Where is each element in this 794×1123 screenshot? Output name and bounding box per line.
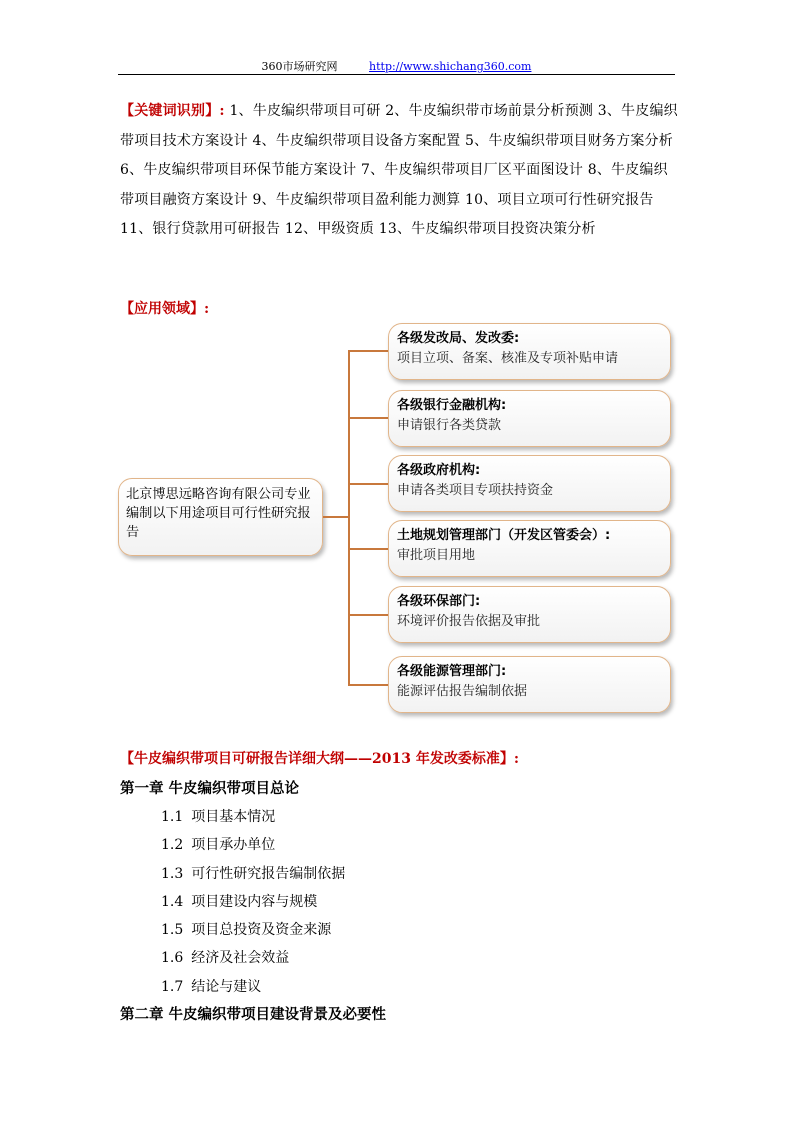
keywords-text: 1、牛皮编织带项目可研 2、牛皮编织带市场前景分析预测 3、牛皮编织带项目技术方案设计 4、牛皮编织带项目设备方案配置 5、牛皮编织带项目财务方案分析 6、牛皮编织带项目环保节能方案设计 7、牛皮编织带项目厂区平面图设计 8、牛皮编织带项目融资方案设计 9、牛皮编织带项目盈利能力测算 10、项目立项可行性研究报告 11、银行贷款用可研报告 12、甲级资质 13、牛皮编织带项目投资决策分析: [120, 103, 678, 237]
connector-branch-1: [348, 350, 388, 352]
outline-item: 1.7 结论与建议: [161, 978, 262, 995]
outline-title-text: 【牛皮编织带项目可研报告详细大纲——2013 年发改委标准】: [120, 751, 514, 767]
outline-item: 1.4 项目建设内容与规模: [161, 893, 318, 910]
outline-item: 1.3 可行性研究报告编制依据: [161, 865, 346, 882]
target-desc: 申请各类项目专项扶持资金: [397, 483, 554, 498]
target-box-ndrc: [388, 323, 671, 380]
target-box-government: [388, 455, 671, 512]
site-url-link[interactable]: http://www.shichang360.com: [369, 60, 532, 73]
target-desc: 审批项目用地: [397, 548, 476, 563]
target-desc: 项目立项、备案、核准及专项补贴申请: [397, 351, 619, 366]
outline-item: 1.2 项目承办单位: [161, 837, 276, 854]
target-desc: 环境评价报告依据及审批: [397, 614, 541, 629]
application-label-wrap: 【应用领域】:: [120, 301, 210, 317]
chapter-1-heading: 第一章 牛皮编织带项目总论: [120, 780, 300, 797]
target-title: 各级政府机构:: [397, 463, 481, 478]
connector-branch-4: [348, 548, 388, 550]
target-box-land: [388, 520, 671, 577]
target-box-energy: [388, 656, 671, 713]
target-title: 各级环保部门:: [397, 594, 481, 609]
target-desc: 申请银行各类贷款: [397, 418, 502, 433]
source-box: 北京博思远略咨询有限公司专业编制以下用途项目可行性研究报告: [118, 478, 323, 556]
connector-main: [323, 516, 349, 518]
target-title: 各级能源管理部门:: [397, 664, 507, 679]
target-title: 土地规划管理部门（开发区管委会）:: [397, 528, 611, 543]
outline-item: 1.6 经济及社会效益: [161, 950, 290, 967]
report-outline: [120, 748, 690, 1029]
application-label: 【应用领域】: [120, 301, 204, 317]
target-box-environment: [388, 586, 671, 643]
target-box-bank: [388, 390, 671, 447]
site-name: 360市场研究网: [261, 60, 338, 73]
outline-item: 1.5 项目总投资及资金来源: [161, 922, 332, 939]
connector-branch-5: [348, 614, 388, 616]
target-desc: 能源评估报告编制依据: [397, 684, 528, 699]
outline-item: 1.1 项目基本情况: [161, 809, 276, 825]
target-title: 各级发改局、发改委:: [397, 331, 520, 346]
page-header: [118, 58, 675, 75]
outline-title: 【牛皮编织带项目可研报告详细大纲——2013 年发改委标准】:: [120, 751, 520, 767]
connector-branch-2: [348, 417, 388, 419]
keywords-paragraph: 【关键词识别】: 1、牛皮编织带项目可研 2、牛皮编织带市场前景分析预测 3、牛皮编织带项目技术方案设计 4、牛皮编织带项目设备方案配置 5、牛皮编织带项目财务方案分析 6、牛皮编织带项目环保节能方案设计 7、牛皮编织带项目厂区平面图设计 8、牛皮编织带项目融资方案设计 9、牛皮编织带项目盈利能力测算 10、项目立项可行性研究报告 11、银行贷款用可研报告 12、甲级资质 13、牛皮编织带项目投资决策分析: [120, 103, 678, 237]
chapter-2-heading: 第二章 牛皮编织带项目建设背景及必要性: [120, 1006, 387, 1024]
connector-branch-3: [348, 483, 388, 485]
target-title: 各级银行金融机构:: [397, 398, 507, 413]
keywords-label: 【关键词识别】: [120, 103, 220, 119]
connector-branch-6: [348, 684, 388, 686]
connector-spine: [348, 350, 350, 686]
